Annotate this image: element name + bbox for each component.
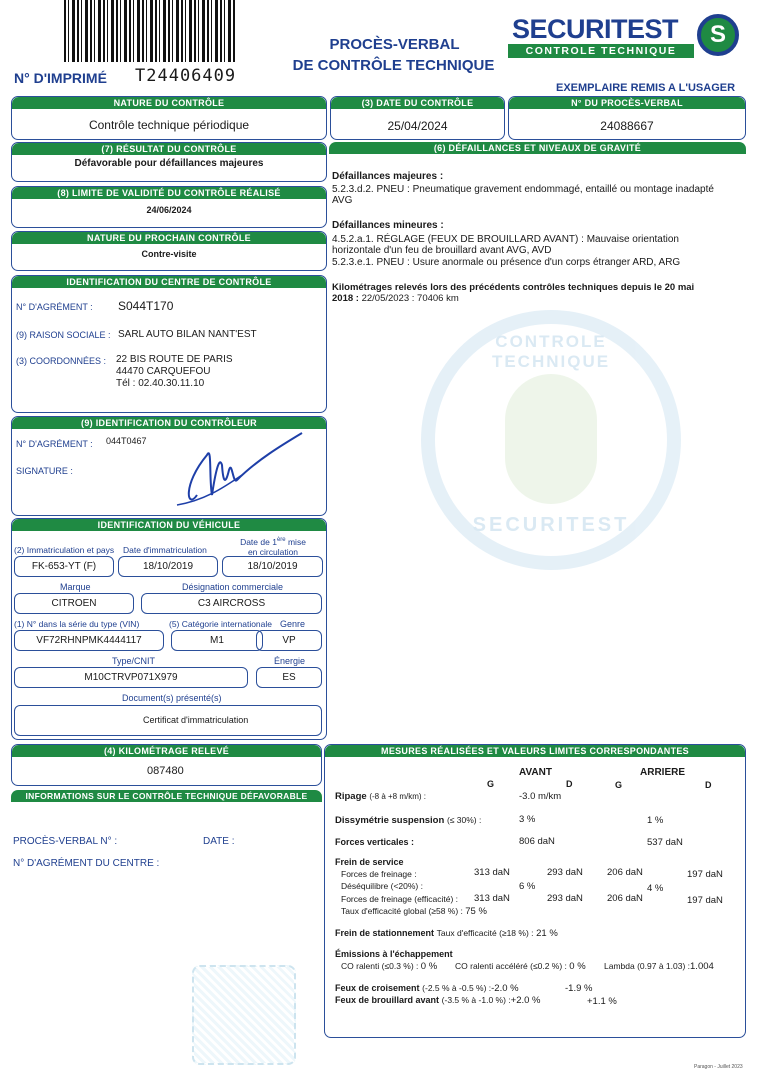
defav-box: [11, 790, 322, 900]
imprime-number: T24406409: [135, 66, 237, 86]
nature-controle-header: NATURE DU CONTRÔLE: [12, 97, 326, 109]
watermark-seal: [421, 310, 681, 570]
page-title-line1: PROCÈS-VERBAL: [329, 36, 460, 53]
num-pv-value: 24088667: [600, 119, 654, 133]
ripage-value: -3.0 m/km: [519, 791, 562, 802]
brou-droite: +1.1 %: [587, 996, 617, 1007]
croi-limit: (-2.5 % à -0.5 %) :: [422, 983, 492, 993]
marque-value: CITROEN: [14, 593, 134, 614]
emis-label: Émissions à l'échappement: [335, 949, 453, 959]
km-header: (4) KILOMÉTRAGE RELEVÉ: [12, 745, 321, 757]
controleur-agrement-value: 044T0467: [106, 436, 147, 446]
stat-value: 21 %: [536, 928, 558, 939]
defav-header: INFORMATIONS SUR LE CONTRÔLE TECHNIQUE DÉFAVORABLE: [11, 790, 322, 802]
date-immat-value: 18/10/2019: [118, 556, 218, 577]
energie-label: Énergie: [274, 656, 306, 666]
lambda-label: Lambda (0.97 à 1.03) :: [604, 961, 691, 971]
resultat-header: (7) RÉSULTAT DU CONTRÔLE: [12, 143, 326, 155]
date-controle-header: (3) DATE DU CONTRÔLE: [331, 97, 504, 109]
immat-label: (2) Immatriculation et pays: [14, 545, 115, 555]
centre-addr1: 22 BIS ROUTE DE PARIS: [116, 354, 233, 365]
mesures-header: MESURES RÉALISÉES ET VALEURS LIMITES CORRESPONDANTES: [325, 745, 745, 757]
mineure-2: 5.2.3.e.1. PNEU : Usure anormale ou présence d'un corps étranger ARD, ARG: [332, 257, 681, 268]
docs-label: Document(s) présenté(s): [122, 693, 222, 703]
exemplaire-label: EXEMPLAIRE REMIS A L'USAGER: [556, 82, 736, 94]
watermark-top-text: CONTROLE TECHNIQUE: [491, 332, 611, 371]
km-history-line: [332, 293, 459, 304]
vehicule-box: [11, 518, 327, 740]
ripage-row: [335, 791, 426, 802]
vin-value: VF72RHNPMK4444117: [14, 630, 164, 651]
fv-label: Forces verticales :: [335, 837, 415, 847]
dissy-label: Dissymétrie suspension: [335, 815, 445, 826]
brou-limit: (-3.5 % à -1.0 %) :: [441, 995, 511, 1005]
km-history-value: 22/05/2023 : 70406 km: [358, 293, 459, 304]
centre-raison-value: SARL AUTO BILAN NANT'EST: [118, 329, 257, 340]
ripage-label: Ripage: [335, 791, 367, 802]
brand-logo-icon: S: [697, 14, 739, 56]
controleur-box: [11, 416, 327, 516]
croi-row: [335, 983, 519, 994]
date-controle-box: [330, 96, 505, 140]
stat-limit: Taux d'efficacité (≥18 %) :: [436, 928, 534, 938]
prochain-header: NATURE DU PROCHAIN CONTRÔLE: [12, 232, 326, 244]
km-history-year: 2018 :: [332, 293, 359, 304]
genre-label: Genre: [280, 619, 306, 629]
page-title-line2: DE CONTRÔLE TECHNIQUE: [292, 57, 495, 74]
brou-label: Feux de brouillard avant: [335, 995, 440, 1005]
watermark-bottom-text: SECURITEST: [472, 514, 630, 536]
avant-heading: AVANT: [519, 767, 552, 778]
centre-header: IDENTIFICATION DU CENTRE DE CONTRÔLE: [12, 276, 326, 288]
coa-row: [455, 961, 586, 972]
mesures-box: [324, 744, 746, 1038]
date-mise-label-a: Date de 1: [240, 536, 277, 547]
signature-image: [167, 425, 327, 515]
stamp-area: [192, 965, 296, 1065]
footer-print-ref: Paragon - Juillet 2023: [694, 1064, 743, 1070]
watermark-s-icon: [505, 374, 597, 504]
mineure-1b: horizontale d'un feu de brouillard avant AVG, AVD: [332, 245, 552, 256]
barcode: [64, 0, 236, 62]
brou-gauche: +2.0 %: [510, 995, 541, 1006]
marque-label: Marque: [60, 582, 91, 592]
lambda-value: 1.004: [690, 961, 714, 972]
lambda-row: [604, 961, 714, 972]
designation-label: Désignation commerciale: [182, 582, 284, 592]
centre-agrement-value: S044T170: [118, 299, 174, 313]
co-label: CO ralenti (≤0.3 %) :: [341, 961, 419, 971]
dissy-arriere: 1 %: [647, 815, 664, 826]
stat-label: Frein de stationnement: [335, 928, 435, 938]
docs-value: Certificat d'immatriculation: [14, 705, 322, 736]
arriere-d: D: [705, 780, 712, 790]
imprime-label: N° D'IMPRIMÉ: [14, 70, 107, 86]
validite-value: 24/06/2024: [146, 205, 192, 215]
vehicule-header: IDENTIFICATION DU VÉHICULE: [12, 519, 326, 531]
taux-value: 75 %: [465, 906, 487, 917]
nature-controle-box: [11, 96, 327, 140]
defav-agrement-label: N° D'AGRÉMENT DU CENTRE :: [13, 858, 160, 869]
croi-gauche: -2.0 %: [491, 983, 519, 994]
ffe-avd: 293 daN: [547, 893, 583, 904]
centre-addr2: 44470 CARQUEFOU: [116, 366, 211, 377]
defaillances-box: [329, 142, 746, 738]
defav-pv-label: PROCÈS-VERBAL N° :: [13, 836, 118, 847]
centre-raison-label: (9) RAISON SOCIALE :: [16, 330, 111, 340]
deseq-avant: 6 %: [519, 881, 536, 892]
co-row: [341, 961, 437, 972]
croi-label: Feux de croisement: [335, 983, 420, 993]
resultat-box: [11, 142, 327, 182]
coa-value: 0 %: [569, 961, 586, 972]
brand-name: SECURITEST: [512, 14, 679, 44]
centre-tel: Tél : 02.40.30.11.10: [116, 378, 205, 389]
date-immat-label: Date d'immatriculation: [123, 545, 207, 555]
type-value: M10CTRVP071X979: [14, 667, 248, 688]
prochain-value: Contre-visite: [141, 249, 197, 259]
mineure-1a: 4.5.2.a.1. RÉGLAGE (FEUX DE BROUILLARD AVANT) : Mauvaise orientation: [332, 234, 679, 245]
resultat-value: Défavorable pour défaillances majeures: [74, 158, 264, 169]
date-controle-value: 25/04/2024: [387, 119, 448, 133]
km-history-title: Kilométrages relevés lors des précédents contrôles techniques depuis le 20 mai: [332, 282, 695, 293]
dissy-row: [335, 815, 481, 826]
cat-label: (5) Catégorie internationale: [169, 619, 273, 629]
fv-avant: 806 daN: [519, 836, 555, 847]
designation-value: C3 AIRCROSS: [141, 593, 322, 614]
km-value: 087480: [147, 765, 184, 777]
ffe-label: Forces de freinage (efficacité) :: [341, 894, 459, 904]
controleur-header: (9) IDENTIFICATION DU CONTRÔLEUR: [12, 417, 326, 429]
avant-g: G: [487, 779, 495, 789]
ripage-limit: (-8 à +8 m/km) :: [369, 792, 427, 801]
deseq-label: Déséquilibre (<20%) :: [341, 881, 423, 891]
validite-header: (8) LIMITE DE VALIDITÉ DU CONTRÔLE RÉALISÉ: [12, 187, 326, 199]
energie-value: ES: [256, 667, 322, 688]
majeure-1b: AVG: [332, 195, 353, 206]
co-value: 0 %: [420, 961, 438, 972]
taux-row: [341, 906, 487, 917]
ff-arg: 206 daN: [607, 867, 643, 878]
vin-label: (1) N° dans la série du type (VIN): [14, 619, 140, 629]
date-mise-label: [234, 535, 312, 557]
stat-row: [335, 928, 558, 939]
arriere-g: G: [615, 780, 623, 790]
mineures-title: Défaillances mineures :: [332, 220, 444, 231]
defaillances-header: (6) DÉFAILLANCES ET NIVEAUX DE GRAVITÉ: [329, 142, 746, 154]
date-mise-label-b: mise: [285, 536, 306, 547]
num-pv-box: [508, 96, 746, 140]
controleur-agrement-label: N° D'AGRÉMENT :: [16, 439, 93, 449]
defav-date-label: DATE :: [203, 836, 235, 847]
fv-arriere: 537 daN: [647, 837, 683, 848]
date-mise-label-sup: ère: [276, 537, 286, 543]
signature-label: SIGNATURE :: [16, 466, 73, 476]
ff-avd: 293 daN: [547, 867, 583, 878]
ff-label: Forces de freinage :: [341, 869, 417, 879]
dissy-avant: 3 %: [519, 814, 536, 825]
ff-avg: 313 daN: [474, 867, 510, 878]
ffe-avg: 313 daN: [474, 893, 510, 904]
genre-value: VP: [256, 630, 322, 651]
validite-box: [11, 186, 327, 228]
arriere-heading: ARRIERE: [640, 767, 686, 778]
taux-label: Taux d'efficacité global (≥58 %) :: [341, 906, 463, 916]
deseq-arriere: 4 %: [647, 883, 664, 894]
date-mise-value: 18/10/2019: [222, 556, 323, 577]
centre-agrement-label: N° D'AGRÉMENT :: [16, 302, 93, 312]
dissy-limit: (≤ 30%) :: [446, 815, 482, 825]
km-box: [11, 744, 322, 786]
date-mise-label-c: en circulation: [247, 546, 299, 557]
cat-value: M1: [171, 630, 263, 651]
ffe-arg: 206 daN: [607, 893, 643, 904]
majeures-title: Défaillances majeures :: [332, 171, 444, 182]
brand-subtitle: CONTROLE TECHNIQUE: [508, 44, 694, 58]
type-label: Type/CNIT: [112, 656, 156, 666]
majeure-1a: 5.2.3.d.2. PNEU : Pneumatique gravement endommagé, entaillé ou montage inadapté: [332, 184, 714, 195]
avant-d: D: [566, 779, 573, 789]
ff-ard: 197 daN: [687, 869, 723, 880]
centre-box: [11, 275, 327, 413]
num-pv-header: N° DU PROCÈS-VERBAL: [509, 97, 745, 109]
nature-controle-value: Contrôle technique périodique: [88, 118, 250, 132]
brou-row: [335, 995, 540, 1006]
coa-label: CO ralenti accéléré (≤0.2 %) :: [455, 961, 567, 971]
prochain-box: [11, 231, 327, 271]
centre-coord-label: (3) COORDONNÉES :: [16, 356, 107, 366]
ffe-ard: 197 daN: [687, 895, 723, 906]
fs-label: Frein de service: [335, 857, 404, 867]
croi-droite: -1.9 %: [565, 983, 593, 994]
immat-value: FK-653-YT (F): [14, 556, 114, 577]
